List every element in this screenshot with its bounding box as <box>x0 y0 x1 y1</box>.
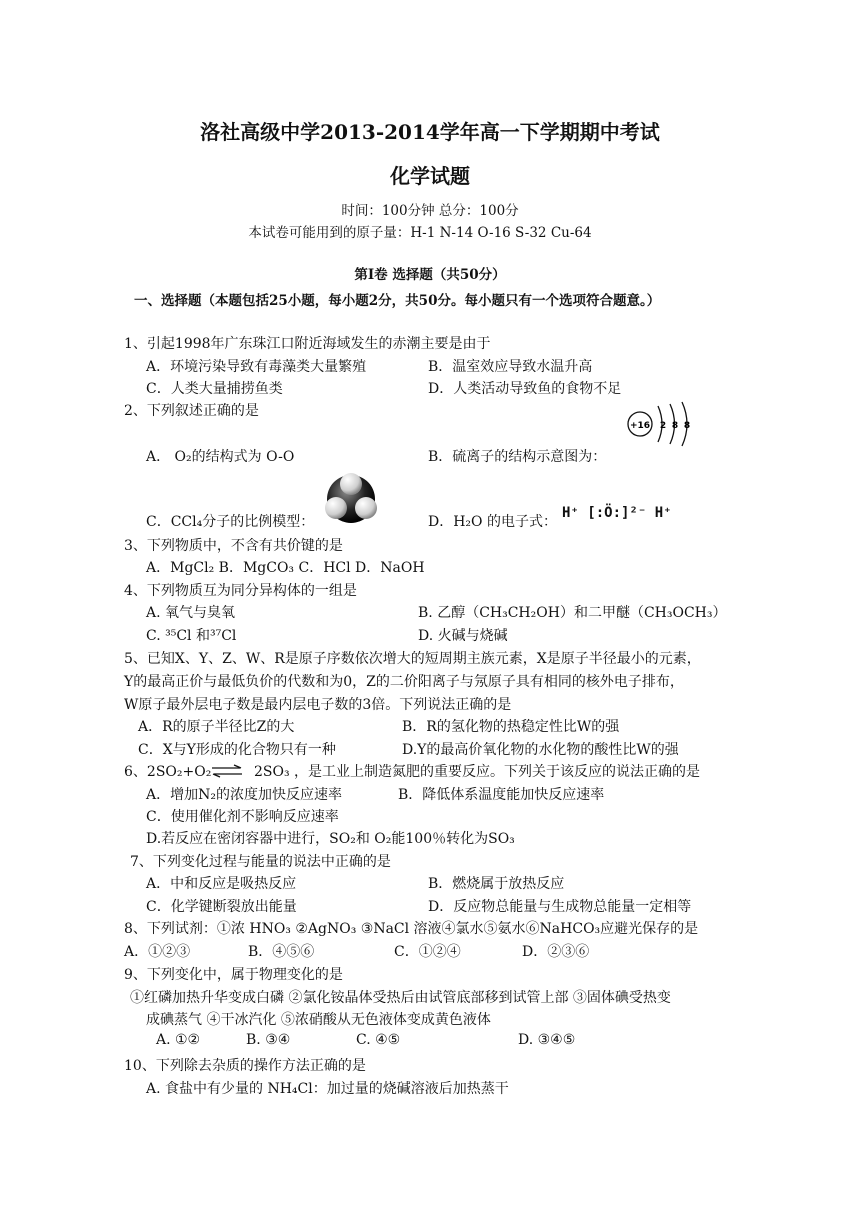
sulfur-shell-count: 8 <box>683 421 691 431</box>
q9-option-c: C. ④⑤ <box>356 1032 401 1048</box>
exam-subtitle: 化学试题 <box>390 164 470 188</box>
q1-option-b: B．温室效应导致水温升高 <box>428 359 593 375</box>
q10-stem: 10、下列除去杂质的操作方法正确的是 <box>124 1058 366 1074</box>
q1-option-d: D．人类活动导致鱼的食物不足 <box>428 381 622 397</box>
q6-stem-part-1: 6、2SO₂+O₂ <box>124 764 212 780</box>
q4-option-d: D. 火碱与烧碱 <box>418 628 508 644</box>
q3-options: A．MgCl₂ B．MgCO₃ C．HCl D．NaOH <box>146 560 425 576</box>
q5-option-d: D.Y的最高价氧化物的水化物的酸性比W的强 <box>402 742 679 758</box>
q7-stem: 7、下列变化过程与能量的说法中正确的是 <box>130 854 391 870</box>
sulfur-shell-count: 2 <box>659 421 667 431</box>
sulfur-nucleus-label: +16 <box>629 421 651 431</box>
q5-option-a: A．R的原子半径比Z的大 <box>138 719 295 735</box>
q5-line-1: 5、已知X、Y、Z、W、R是原子序数依次增大的短周期主族元素，X是原子半径最小的元素， <box>124 651 701 667</box>
q4-option-b: B. 乙醇（CH₃CH₂OH）和二甲醚（CH₃OCH₃） <box>418 605 727 621</box>
q10-option-a: A. 食盐中有少量的 NH₄Cl：加过量的烧碱溶液后加热蒸干 <box>146 1081 509 1097</box>
sulfur-shell-count: 8 <box>671 421 679 431</box>
q1-option-a: A．环境污染导致有毒藻类大量繁殖 <box>146 359 367 375</box>
q2-stem: 2、下列叙述正确的是 <box>124 403 259 419</box>
atomic-masses: 本试卷可能用到的原子量：H-1 N-14 O-16 S-32 Cu-64 <box>248 225 592 241</box>
q4-option-a: A. 氧气与臭氧 <box>146 605 236 621</box>
q7-option-a: A．中和反应是吸热反应 <box>146 876 297 892</box>
q5-line-2: Y的最高正价与最低负价的代数和为0，Z的二价阳离子与氖原子具有相同的核外电子排布， <box>124 674 684 690</box>
exam-title: 洛社高级中学2013-2014学年高一下学期期中考试 <box>200 120 660 144</box>
q6-option-a: A．增加N₂的浓度加快反应速率 <box>146 787 342 803</box>
q5-option-c: C．X与Y形成的化合物只有一种 <box>138 742 336 758</box>
q5-option-b: B．R的氢化物的热稳定性比W的强 <box>402 719 620 735</box>
q4-option-c: C. ³⁵Cl 和³⁷Cl <box>146 628 237 644</box>
q6-option-c: C．使用催化剂不影响反应速率 <box>146 809 339 825</box>
section-title: 第Ⅰ卷 选择题（共50分） <box>354 267 506 283</box>
q7-option-b: B．燃烧属于放热反应 <box>428 876 565 892</box>
q8-option-c: C．①②④ <box>394 944 461 960</box>
q1-option-c: C．人类大量捕捞鱼类 <box>146 381 283 397</box>
q3-stem: 3、下列物质中，不含有共价键的是 <box>124 538 343 554</box>
q7-option-c: C．化学键断裂放出能量 <box>146 899 297 915</box>
water-electron-formula: H⁺ [:Ö:]²⁻ H⁺ <box>562 505 672 521</box>
q2-option-d: D．H₂O 的电子式： <box>428 514 557 530</box>
q2-option-a: A． O₂的结构式为 O-O <box>146 449 295 465</box>
ccl4-model-icon <box>322 472 380 526</box>
q8-stem: 8、下列试剂：①浓 HNO₃ ②AgNO₃ ③NaCl 溶液④氯水⑤氨水⑥NaHCO₃应避光保存的是 <box>124 921 699 937</box>
q7-option-d: D．反应物总能量与生成物总能量一定相等 <box>428 899 692 915</box>
q5-line-3: W原子最外层电子数是最内层电子数的3倍。下列说法正确的是 <box>124 697 512 713</box>
q6-option-b: B．降低体系温度能加快反应速率 <box>398 787 605 803</box>
q9-line-2: 成碘蒸气 ④干冰汽化 ⑤浓硝酸从无色液体变成黄色液体 <box>146 1012 491 1028</box>
q4-stem: 4、下列物质互为同分异构体的一组是 <box>124 583 357 599</box>
q6-stem-part-2: 2SO₃ ，是工业上制造氮肥的重要反应。下列关于该反应的说法正确的是 <box>254 764 701 780</box>
q8-option-b: B．④⑤⑥ <box>248 944 315 960</box>
sulfur-ion-diagram <box>624 400 696 448</box>
q8-option-a: A．①②③ <box>124 944 191 960</box>
q9-option-b: B. ③④ <box>246 1032 291 1048</box>
q9-line-1: ①红磷加热升华变成白磷 ②氯化铵晶体受热后由试管底部移到试管上部 ③固体碘受热变 <box>130 990 671 1006</box>
q9-option-d: D. ③④⑤ <box>518 1032 576 1048</box>
q6-option-d: D.若反应在密闭容器中进行，SO₂和 O₂能100％转化为SO₃ <box>146 831 515 847</box>
part-instruction: 一、选择题（本题包括25小题，每小题2分，共50分。每小题只有一个选项符合题意。） <box>134 293 661 309</box>
exam-info: 时间：100分钟 总分：100分 <box>341 203 519 219</box>
q9-stem: 9、下列变化中，属于物理变化的是 <box>124 967 343 983</box>
q9-option-a: A. ①② <box>156 1032 201 1048</box>
q2-option-b: B．硫离子的结构示意图为： <box>428 449 607 465</box>
q8-option-d: D．②③⑥ <box>522 944 590 960</box>
reversible-arrow-icon <box>210 764 244 778</box>
q2-option-c: C．CCl₄分子的比例模型： <box>146 514 315 530</box>
q1-stem: 1、引起1998年广东珠江口附近海域发生的赤潮主要是由于 <box>124 336 491 352</box>
